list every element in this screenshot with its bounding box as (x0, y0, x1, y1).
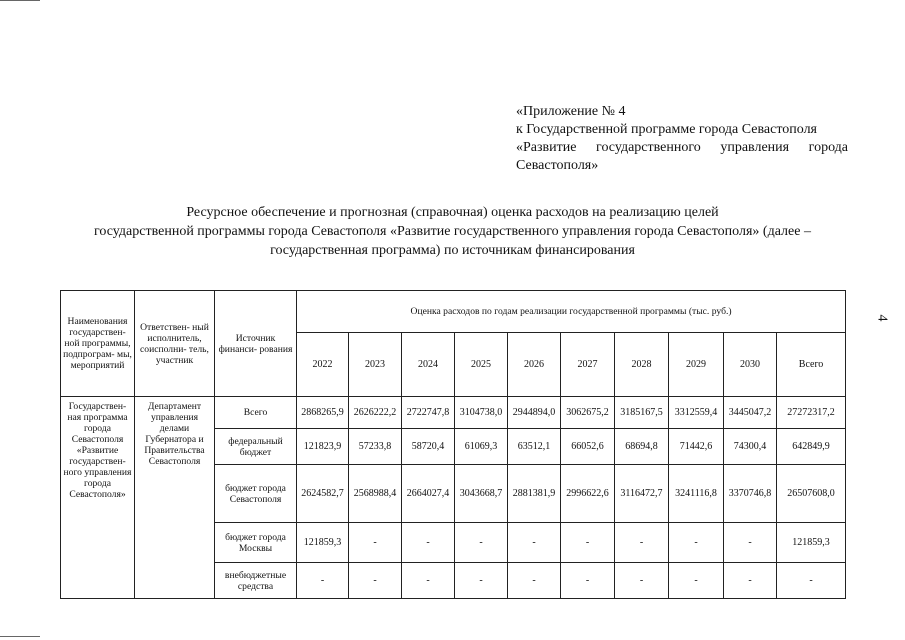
value-cell: 2881381,9 (508, 465, 561, 523)
value-cell: 3185167,5 (615, 397, 669, 429)
value-cell: 2944894,0 (508, 397, 561, 429)
table-row (61, 397, 846, 429)
executor-cell: Департамент управления делами Губернатора и Правительства Севастополя (135, 397, 215, 599)
header-estimate: Оценка расходов по годам реализации государственной программы (тыс. руб.) (297, 291, 846, 333)
value-cell: 2664027,4 (402, 465, 455, 523)
source-cell: бюджет города Москвы (215, 523, 297, 563)
value-cell: 2996622,6 (561, 465, 615, 523)
year-header: 2028 (615, 333, 669, 397)
value-cell: 3241116,8 (669, 465, 724, 523)
value-cell: - (349, 563, 402, 599)
value-cell: 3116472,7 (615, 465, 669, 523)
table-header-row (61, 291, 846, 333)
value-cell: 3312559,4 (669, 397, 724, 429)
title-line-1: Ресурсное обеспечение и прогнозная (справочная) оценка расходов на реализацию целей (186, 205, 719, 220)
value-cell: - (724, 563, 777, 599)
year-header: 2023 (349, 333, 402, 397)
value-cell: 58720,4 (402, 429, 455, 465)
value-cell: 71442,6 (669, 429, 724, 465)
value-cell: - (615, 563, 669, 599)
total-cell: - (777, 563, 846, 599)
value-cell: 3104738,0 (455, 397, 508, 429)
value-cell: 63512,1 (508, 429, 561, 465)
value-cell: - (455, 563, 508, 599)
value-cell: 2624582,7 (297, 465, 349, 523)
value-cell: - (508, 523, 561, 563)
source-cell: внебюджетные средства (215, 563, 297, 599)
scan-mark-bottom (0, 636, 40, 637)
value-cell: - (724, 523, 777, 563)
value-cell: 68694,8 (615, 429, 669, 465)
source-cell: федеральный бюджет (215, 429, 297, 465)
value-cell: - (455, 523, 508, 563)
total-cell: 27272317,2 (777, 397, 846, 429)
year-header: 2025 (455, 333, 508, 397)
value-cell: 2626222,2 (349, 397, 402, 429)
value-cell: - (508, 563, 561, 599)
value-cell: 2868265,9 (297, 397, 349, 429)
value-cell: 3370746,8 (724, 465, 777, 523)
value-cell: 66052,6 (561, 429, 615, 465)
total-cell: 121859,3 (777, 523, 846, 563)
value-cell: 3062675,2 (561, 397, 615, 429)
value-cell: 57233,8 (349, 429, 402, 465)
title-line-3: государственная программа) по источникам финансирования (270, 243, 635, 258)
appendix-header (516, 103, 848, 175)
year-header: 2026 (508, 333, 561, 397)
value-cell: - (297, 563, 349, 599)
value-cell: - (561, 523, 615, 563)
document-title (40, 203, 865, 260)
year-header: 2024 (402, 333, 455, 397)
value-cell: - (402, 523, 455, 563)
year-header: 2029 (669, 333, 724, 397)
header-executor: Ответствен- ный исполнитель, соисполни- тель, участник (135, 291, 215, 397)
total-cell: 26507608,0 (777, 465, 846, 523)
program-name-cell: Государствен- ная программа города Севастополя «Развитие государствен- ного управления города Севастополя» (61, 397, 135, 599)
year-header: 2030 (724, 333, 777, 397)
page-number: 4 (874, 314, 890, 322)
value-cell: - (669, 523, 724, 563)
value-cell: 74300,4 (724, 429, 777, 465)
total-cell: 642849,9 (777, 429, 846, 465)
appendix-line-1: «Приложение № 4 (516, 104, 626, 119)
scan-mark-top (0, 0, 40, 1)
value-cell: 121823,9 (297, 429, 349, 465)
appendix-line-2: к Государственной программе города Севастополя (516, 122, 817, 137)
value-cell: - (669, 563, 724, 599)
value-cell: 2568988,4 (349, 465, 402, 523)
value-cell: 2722747,8 (402, 397, 455, 429)
appendix-line-4: Севастополя» (516, 158, 599, 173)
year-header: 2022 (297, 333, 349, 397)
value-cell: - (561, 563, 615, 599)
title-line-2: государственной программы города Севастополя «Развитие государственного управления города Севастополя» (далее – (94, 224, 811, 239)
total-header: Всего (777, 333, 846, 397)
year-header: 2027 (561, 333, 615, 397)
source-cell: Всего (215, 397, 297, 429)
appendix-line-3: «Развитие государственного управления города (516, 140, 848, 155)
value-cell: - (402, 563, 455, 599)
value-cell: 121859,3 (297, 523, 349, 563)
value-cell: 3445047,2 (724, 397, 777, 429)
value-cell: - (615, 523, 669, 563)
value-cell: 3043668,7 (455, 465, 508, 523)
source-cell: бюджет города Севастополя (215, 465, 297, 523)
header-program-name: Наименования государствен- ной программы, подпрограм- мы, мероприятий (61, 291, 135, 397)
header-funding-source: Источник финанси- рования (215, 291, 297, 397)
value-cell: - (349, 523, 402, 563)
financing-table (60, 290, 846, 599)
value-cell: 61069,3 (455, 429, 508, 465)
